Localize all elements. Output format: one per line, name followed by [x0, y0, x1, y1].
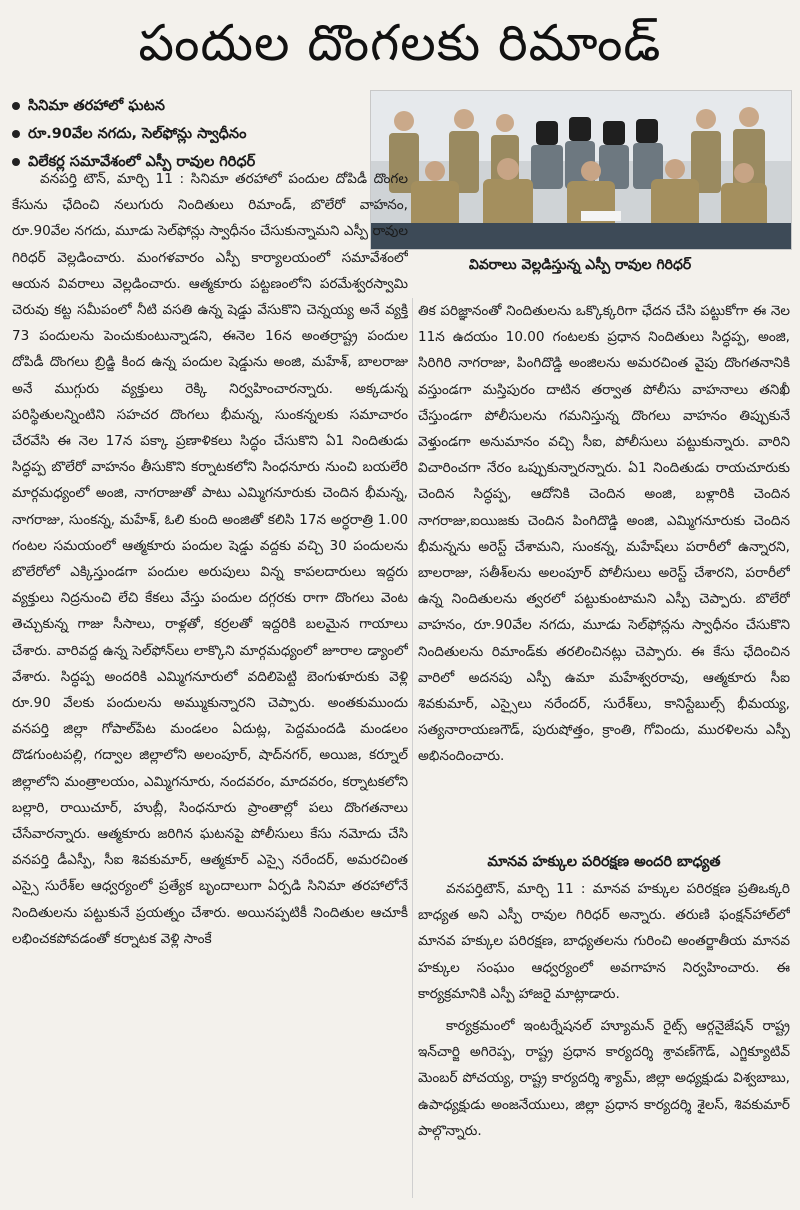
sub-article-heading: మానవ హక్కుల పరిరక్షణ అందరి బాధ్యత [487, 854, 721, 870]
article-text: వనపర్తి టౌన్, మార్చి 11 : సినిమా తరహాలో పందుల దోపిడీ దొంగల కేసును ఛేదించి నలుగురు నిందితులు రిమాండ్, బొలేరో వాహనం, రూ.90వేల నగదు, మూడు సెల్‌ఫోన్లు స్వాధీనం చేసుకున్నామని ఎస్పీ రావుల గిరిధర్ వెల్లడించారు. మంగళవారం ఎస్పీ కార్యాలయంలో సమావేశంలో ఆయన వివరాలు వెల్లడించారు. ఆత్మకూరు పట్టణంలోని పరమేశ్వరస్వామి చెరువు కట్ట సమీపంలో నీటి వసతి ఉన్న షెడ్డు వేసుకొని చెన్నయ్య అనే వ్యక్తి 73 పందులను పెంచుకుంటున్నాడని, ఈనెల 16న అంతర్రాష్ట్ర పందుల దోపిడీ దొంగలు బ్రిడ్జి కింద ఉన్న పందుల షెడ్డును అంజి, మహేశ్, బాలరాజు అనే ముగ్గురు వ్యక్తులు రెక్కి నిర్వహించారన్నారు. అక్కడున్న పరిస్థితులన్నింటిని సహచర దొంగలు భీమన్న, సుంకన్నలకు సమాచారం చేరవేసి ఈ నెల 17న పక్కా ప్రణాళికలు సిద్ధం చేసుకొని ఏ1 నిందితుడు సిద్ధప్ప బొలేరో వాహనం తీసుకొని కర్నాటకలోని సింధనూరు నుంచి బయలేరి మార్గమధ్యంలో అంజి, నాగరాజుతో పాటు ఎమ్మిగనూరుకు చెందిన భీమన్న, నాగరాజు, సుంకన్న, మహేశ్, ఓలి కుంది అంజితో కలిసి 17న అర్ధరాత్రి 1.00 గంటల సమయంలో ఆత్మకూరు పందుల షెడ్డు వద్దకు వచ్చి 30 పందులను బొలేరోలో ఎక్కిస్తుండగా పందుల అరుపులు విన్న కాపలదారులు ఇద్దరు వ్యక్తులు నిద్రనుంచి లేచి కేకలు వేస్తు పందుల దగ్గరకు రాగా దొంగలు వెంట తెచ్చుకున్న గాజు సీసాలు, రాళ్లతో, కర్రలతో ఇద్దరికి బలమైన గాయాలు చేశారు. వారివద్ద ఉన్న సెల్‌ఫోన్‌లు లాక్కొని మార్గమధ్యంలో జూరాల డ్యాంలో వేశారు. సిద్ధప్ప అందరికి ఎమ్మిగనూరులో వదిలిపెట్టి బెంగుళూరుకు వెళ్లి రూ.90 వేలకు పందులను అమ్ముకున్నారని చెప్పారు. అంతకుముందు వనపర్తి జిల్లా గోపాల్‌పేట మండలం ఏదుట్ల, పెద్దమందడి మండలం దొడగుంటపల్లి, గద్వాల జిల్లాలోని అలంపూర్, షాద్‌నగర్, అయిజ, కర్నూల్ జిల్లాలోని మంత్రాలయం, ఎమ్మిగనూరు, నందవరం, మాదవరం, కర్నాటకలోని బల్లారి, రాయిచూర్, హుబ్లీ, సింధనూరు ప్రాంతాల్లో పలు దొంగతనాలు చేసేవారన్నారు. ఆత్మకూరు జరిగిన ఘటనపై పోలీసులు కేసు నమోదు చేసి వనపర్తి డీఎస్పీ, సీఐ శివకుమార్, ఆత్మకూర్ ఎస్సై నరేందర్, అమరచింత ఎస్సై సురేశ్‌ల ఆధ్వర్యంలో ప్రత్యేక బృందాలుగా ఏర్పడి సినిమా తరహాలోనే నిందితులను పట్టుకునే ప్రయత్నం చేశారు. అయినప్పటికీ నిందితుల ఆచూకీ లభించకపోవడంతో కర్నాటక వెళ్లి సాంకే [12, 171, 408, 947]
article-text-continued: తిక పరిజ్ఞానంతో నిందితులను ఒక్కొక్కరిగా ఛేదన చేసి పట్టుకోగా ఈ నెల 11న ఉదయం 10.00 గంటలకు ప్రధాన నిందితులు సిద్ధప్ప, అంజి, సిరిగిరి నాగరాజు, పింగిదొడ్డి అంజిలను అమరచింత వైపు దొంగతనానికి వస్తుండగా మస్తిపురం దాటిన తర్వాత పోలీసు వాహనాలు తనిఖీ చేస్తుండగా పోలీసులను గమనిస్తున్న దొంగలు వాహనం తిప్పుకునే వెళ్తుండగా అనుమానం వచ్చి సీఐ, పోలీసులు పట్టుకున్నారు. వారిని విచారించగా నేరం ఒప్పుకున్నారన్నారు. ఏ1 నిందితుడు రాయచూరుకు చెందిన సిద్ధప్ప, ఆదోనికి చెందిన అంజి, బళ్లారికి చెందిన నాగరాజు,ఐయిజకు చెందిన పింగిదొడ్డి అంజి, ఎమ్మిగనూరుకు చెందిన భీమన్నను అరెస్ట్ చేశామని, సుంకన్న, మహేష్‌లు పరారీలో ఉన్నారని, బాలరాజు, సతీశ్‌లను అలంపూర్ పోలీసులు అరెస్ట్ చేశారని, పరారీలో ఉన్న నిందితులను త్వరలో పట్టుకుంటామని ఎస్పీ చెప్పారు. బొలేరో వాహనం, రూ.90వేల నగదు, మూడు సెల్‌ఫోన్లను స్వాధీనం చేసుకొని నిందితులను రిమాండ్‌కు తరలించినట్లు చెప్పారు. ఈ కేసు ఛేదించిన వారిలో అదనపు ఎస్పీ ఉమా మహేశ్వరరావు, ఆత్మకూరు సీఐ శివకుమార్, ఎస్సైలు నరేందర్, సురేశ్‌లు, కానిస్టేబుల్స్ భీమయ్య, సత్యనారాయణగౌడ్, పురుషోత్తం, క్రాంతి, గోవిందు, మురళిలను ఎస్పీ అభినందించారు. [418, 303, 790, 765]
sub-article-body [418, 876, 790, 1206]
highlights-list [12, 92, 372, 176]
article-column-left [12, 166, 408, 1206]
article-column-right [418, 298, 790, 846]
highlight-item [12, 92, 372, 120]
highlight-text: రూ.90వేల నగదు, సెల్‌ఫోన్లు స్వాధీనం [28, 126, 247, 142]
bullet-icon [12, 130, 20, 138]
headline: పందుల దొంగలకు రిమాండ్ [138, 14, 662, 72]
highlight-text: సినిమా తరహాలో ఘటన [28, 98, 165, 114]
column-divider [412, 298, 413, 1198]
bullet-icon [12, 102, 20, 110]
photo-caption: వివరాలు వెల్లడిస్తున్న ఎస్పీ రావుల గిరిధర్ [468, 257, 692, 273]
sub-article-paragraph: వనపర్తిటౌన్, మార్చి 11 : మానవ హక్కుల పరిరక్షణ ప్రతిఒక్కరి బాధ్యత అని ఎస్పీ రావుల గిరిధర్ అన్నారు. తరుణి ఫంక్షన్‌హాల్‌లో మానవ హక్కుల పరిరక్షణ, బాధ్యతలను గురించి అంతర్జాతీయ మానవ హక్కుల సంఘం ఆధ్వర్యంలో అవగాహన నిర్వహించారు. ఈ కార్యక్రమానికి ఎస్పీ హాజరై మాట్లాడారు. [418, 881, 790, 1002]
sub-article-paragraph: కార్యక్రమంలో ఇంటర్నేషనల్ హ్యూమన్ రైట్స్ ఆర్గనైజేషన్ రాష్ట్ర ఇన్‌చార్జి అగిరెప్ప, రాష్ట్ర ప్రధాన కార్యదర్శి శ్రావణ్‌గౌడ్, ఎగ్జిక్యూటివ్ మెంబర్ పోచయ్య, రాష్ట్ర కార్యదర్శి శ్యామ్, జిల్లా అధ్యక్షుడు విశ్వబాబు, ఉపాధ్యక్షుడు అంజనేయులు, జిల్లా ప్రధాన కార్యదర్శి శైలస్, శివకుమార్ పాల్గొన్నారు. [418, 1018, 790, 1139]
highlight-text: విలేకర్ల సమావేశంలో ఎస్పీ రావుల గిరిధర్ [28, 154, 256, 170]
news-photo [370, 90, 792, 250]
highlight-item [12, 120, 372, 148]
bullet-icon [12, 158, 20, 166]
